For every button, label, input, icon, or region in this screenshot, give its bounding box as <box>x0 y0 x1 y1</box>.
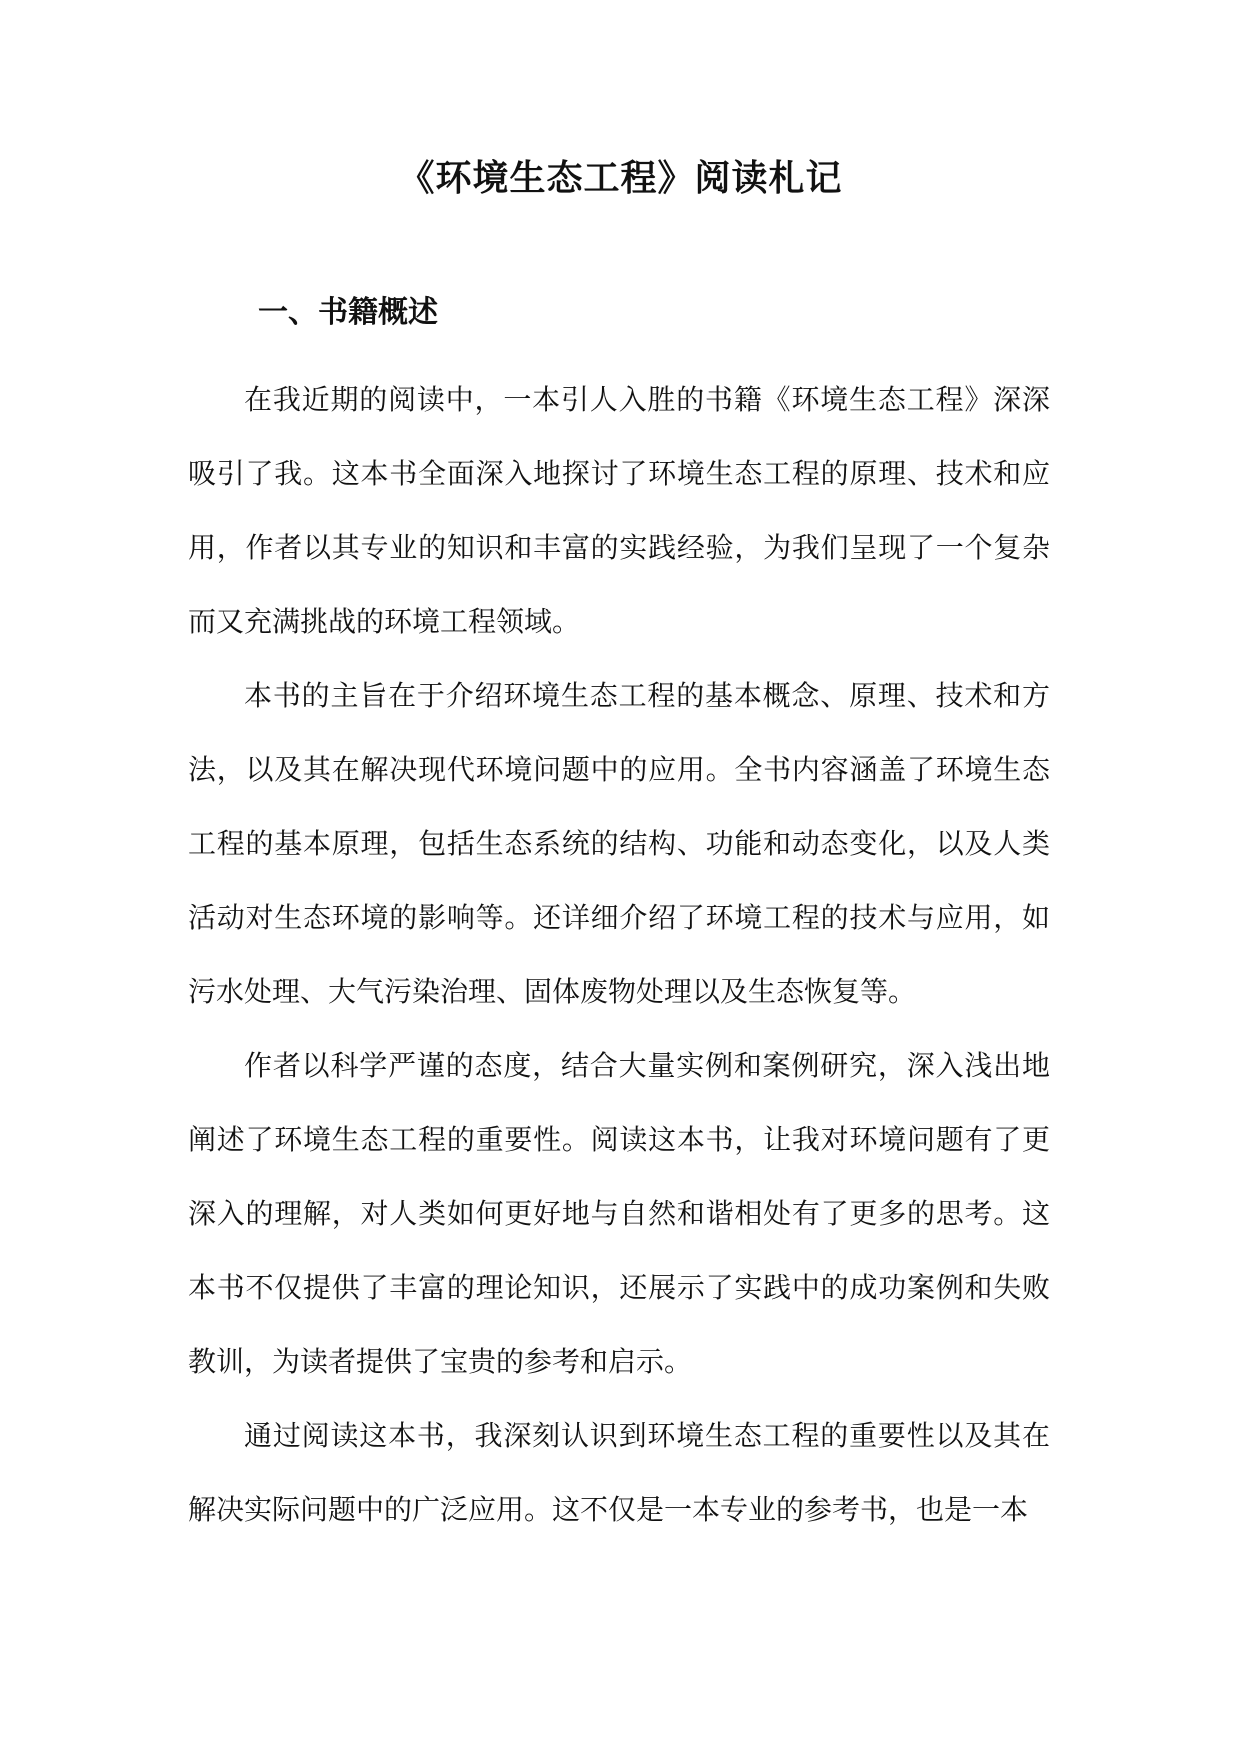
section-heading: 一、书籍概述 <box>258 295 438 330</box>
paragraph: 本书的主旨在于介绍环境生态工程的基本概念、原理、技术和方法，以及其在解决现代环境问题中的应用。全书内容涵盖了环境生态工程的基本原理，包括生态系统的结构、功能和动态变化，以及人类活动对生态环境的影响等。还详细介绍了环境工程的技术与应用，如污水处理、大气污染治理、固体废物处理以及生态恢复等。 <box>188 679 1050 1008</box>
paragraph: 作者以科学严谨的态度，结合大量实例和案例研究，深入浅出地阐述了环境生态工程的重要性。阅读这本书，让我对环境问题有了更深入的理解，对人类如何更好地与自然和谐相处有了更多的思考。这本书不仅提供了丰富的理论知识，还展示了实践中的成功案例和失败教训，为读者提供了宝贵的参考和启示。 <box>188 1049 1050 1378</box>
document-title: 《环境生态工程》阅读札记 <box>398 157 843 199</box>
paragraph: 通过阅读这本书，我深刻认识到环境生态工程的重要性以及其在解决实际问题中的广泛应用。这不仅是一本专业的参考书，也是一本 <box>188 1419 1050 1526</box>
document-body <box>188 363 1050 1547</box>
paragraph: 在我近期的阅读中，一本引人入胜的书籍《环境生态工程》深深吸引了我。这本书全面深入地探讨了环境生态工程的原理、技术和应用，作者以其专业的知识和丰富的实践经验，为我们呈现了一个复杂而又充满挑战的环境工程领域。 <box>188 383 1050 638</box>
